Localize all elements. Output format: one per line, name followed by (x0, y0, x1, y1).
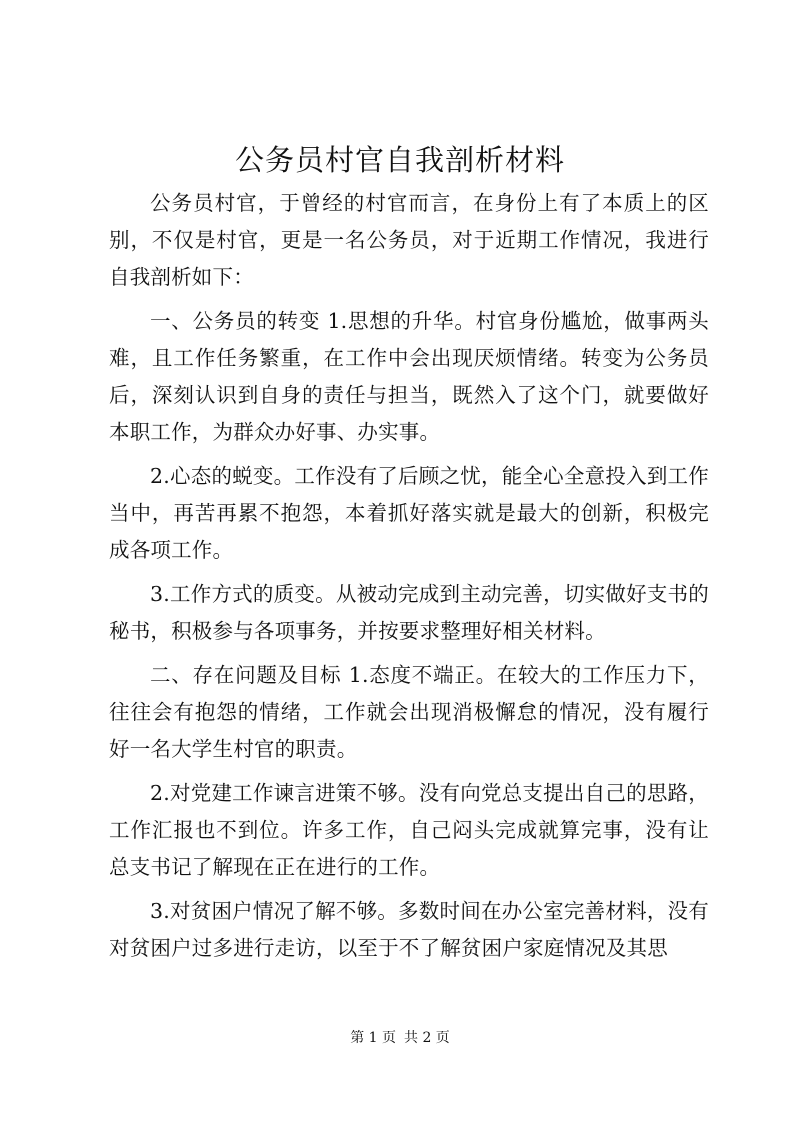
paragraph-section-2-item-1: 二、存在问题及目标 1.态度不端正。在较大的工作压力下，往往会有抱怨的情绪，工作就会出现消极懈怠的情况，没有履行好一名大学生村官的职责。 (109, 663, 709, 761)
page-number: 第 1 页 (350, 1030, 396, 1046)
paragraph-section-1-item-2: 2.心态的蜕变。工作没有了后顾之忧，能全心全意投入到工作当中，再苦再累不抱怨，本着抓好落实就是最大的创新，积极完成各项工作。 (109, 464, 709, 562)
paragraph-intro: 公务员村官，于曾经的村官而言，在身份上有了本质上的区别，不仅是村官，更是一名公务员，对于近期工作情况，我进行自我剖析如下： (109, 191, 709, 289)
paragraph-section-2-item-3: 3.对贫困户情况了解不够。多数时间在办公室完善材料，没有对贫困户过多进行走访，以至于不了解贫困户家庭情况及其思 (109, 899, 709, 960)
paragraph-section-2-item-2: 2.对党建工作谏言进策不够。没有向党总支提出自己的思路，工作汇报也不到位。许多工作，自己闷头完成就算完事，没有让总支书记了解现在正在进行的工作。 (109, 781, 709, 879)
paragraph-section-1-item-3: 3.工作方式的质变。从被动完成到主动完善，切实做好支书的秘书，积极参与各项事务，并按要求整理好相关材料。 (109, 582, 709, 643)
total-pages: 共 2 页 (404, 1030, 450, 1046)
document-title: 公务员村官自我剖析材料 (234, 143, 565, 177)
paragraph-section-1-item-1: 一、公务员的转变 1.思想的升华。村官身份尴尬，做事两头难，且工作任务繁重，在工作中会出现厌烦情绪。转变为公务员后，深刻认识到自身的责任与担当，既然入了这个门，就要做好本职工作，为群众办好事、办实事。 (109, 309, 709, 444)
page-footer (0, 1028, 800, 1048)
document-body (109, 185, 709, 974)
